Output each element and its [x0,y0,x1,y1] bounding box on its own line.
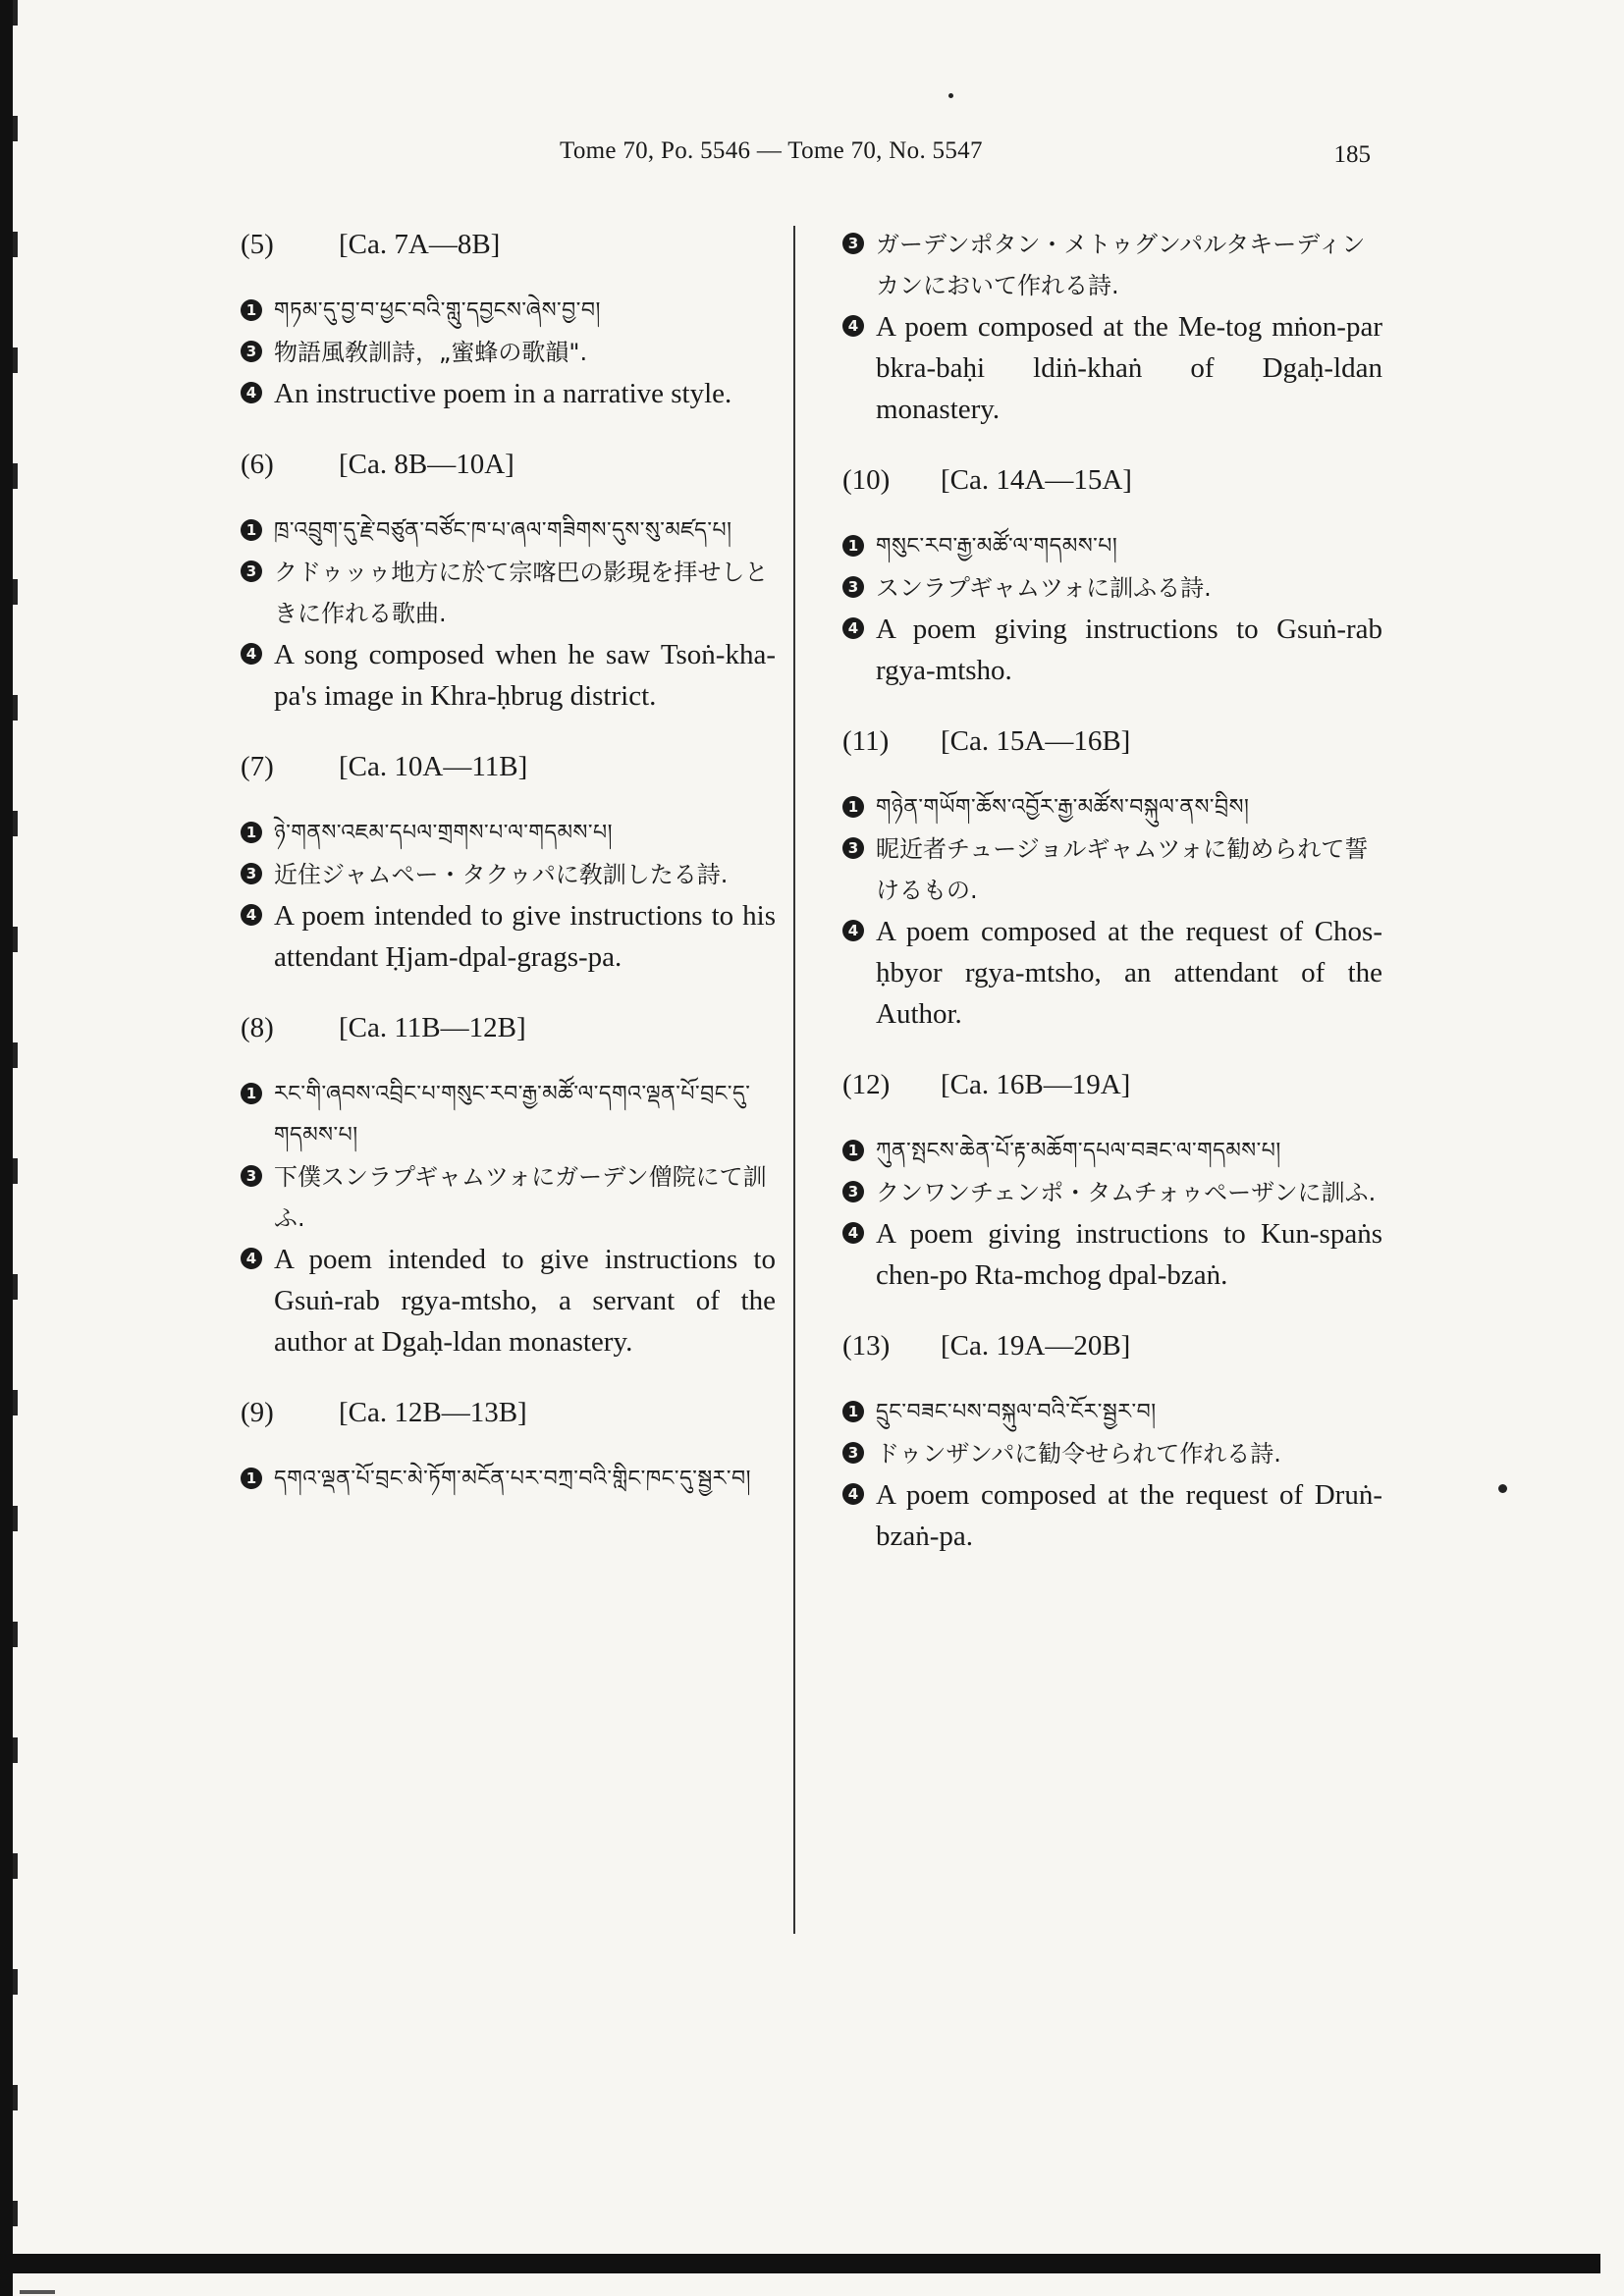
marker-1-icon: 1 [842,535,864,557]
tibetan-title: ཉེ་གནས་འཇམ་དཔལ་གྲགས་པ་ལ་གདམས་པ། [274,821,613,845]
marker-3-icon: 3 [241,1165,262,1187]
english-title: A poem composed at the Me-tog mṅon-par bkra-baḥi ldiṅ-khaṅ of Dgaḥ-ldan monastery. [876,311,1382,425]
marker-4-icon: 4 [241,643,262,665]
english-title: A poem composed at the request of Chos-ḥbyor rgya-mtsho, an attendant of the Author. [876,916,1382,1030]
entry-heading [241,1007,776,1048]
entry-heading [842,721,1382,762]
japanese-title: 物語風敎訓詩，„蜜蜂の歌韻". [274,339,588,366]
english-title: A poem intended to give instructions to Gsuṅ-rab rgya-mtsho, a servant of the author at Dgaḥ-ldan monastery. [274,1244,776,1358]
english-title-line [241,373,776,414]
japanese-title-line [842,828,1382,911]
japanese-title-line [241,854,776,895]
entry-heading [241,224,776,265]
english-title-line [241,895,776,978]
entry-heading [241,1392,776,1433]
marker-1-icon: 1 [842,796,864,818]
scan-bottom-border [0,2254,1600,2273]
english-title-line [842,609,1382,691]
folio-range: [Ca. 19A—20B] [941,1330,1131,1362]
folio-range: [Ca. 15A—16B] [941,725,1131,757]
entry-heading [842,1325,1382,1366]
tibetan-title-line [842,1392,1382,1433]
japanese-title: 下僕スンラプギャムツォにガーデン僧院にて訓ふ. [274,1163,767,1232]
marker-3-icon: 3 [241,341,262,362]
marker-3-icon: 3 [842,1442,864,1464]
tibetan-title: ཀུན་སྤངས་ཆེན་པོ་རྟ་མཆོག་དཔལ་བཟང་ལ་གདམས་པ། [876,1139,1281,1163]
entry-number: (13) [842,1330,891,1362]
tibetan-title: རང་གི་ཞབས་འབྲིང་པ་གསུང་རབ་རྒྱ་མཚོ་ལ་དགའ་ལྡན་པོ་བྲང་དུ་གདམས་པ། [274,1082,751,1148]
marker-1-icon: 1 [241,299,262,321]
page-number: 185 [1333,141,1371,168]
left-column [241,224,776,1500]
folio-range: [Ca. 12B—13B] [339,1397,527,1428]
marker-4-icon: 4 [842,315,864,337]
scan-mark [20,2290,55,2294]
scan-speck [948,93,953,98]
entry-heading [842,459,1382,501]
marker-3-icon: 3 [842,576,864,598]
japanese-title-line [842,1172,1382,1213]
english-title-line [241,1239,776,1362]
marker-4-icon: 4 [241,382,262,403]
entry-heading [241,444,776,485]
marker-1-icon: 1 [241,519,262,541]
english-title-line [842,306,1382,430]
entry-heading [241,746,776,787]
marker-3-icon: 3 [241,863,262,884]
japanese-title: スンラプギャムツォに訓ふる詩. [876,574,1212,602]
japanese-title: ガーデンポタン・メトゥグンパルタキーディンカンにおいて作れる詩. [876,231,1366,299]
japanese-title-line [842,224,1382,306]
marker-3-icon: 3 [842,233,864,254]
entry-number: (7) [241,751,274,782]
tibetan-title-line [241,813,776,854]
english-title: A poem composed at the request of Druṅ-bzaṅ-pa. [876,1479,1382,1552]
japanese-title: クンワンチェンポ・タムチォゥペーザンに訓ふ. [876,1179,1377,1206]
tibetan-title-line [241,1459,776,1500]
marker-3-icon: 3 [241,561,262,582]
scan-speck [1498,1484,1507,1493]
entry-heading [842,1064,1382,1105]
english-title: A song composed when he saw Tsoṅ-kha-pa's image in Khra-ḥbrug district. [274,639,776,712]
english-title-line [842,911,1382,1035]
tibetan-title-line [842,1131,1382,1172]
marker-1-icon: 1 [241,1468,262,1489]
japanese-title-line [842,1433,1382,1474]
japanese-title: 近住ジャムペー・タクゥパに敎訓したる詩. [274,861,729,888]
tibetan-title-line [241,1074,776,1156]
tibetan-title: གསུང་རབ་རྒྱ་མཚོ་ལ་གདམས་པ། [876,534,1118,559]
entry-number: (11) [842,725,890,757]
tibetan-title-line [842,787,1382,828]
marker-3-icon: 3 [842,1181,864,1202]
tibetan-title-line [241,291,776,332]
tibetan-title: གཏམ་དུ་བྱ་བ་ཕྱང་བའི་གླུ་དབྱངས་ཞེས་བྱ་བ། [274,298,601,323]
folio-range: [Ca. 16B—19A] [941,1069,1131,1100]
japanese-title: 昵近者チュージョルギャムツォに勧められて誓けるもの. [876,835,1369,904]
japanese-title-line [842,567,1382,609]
entry-number: (12) [842,1069,891,1100]
entry-number: (6) [241,449,274,480]
entry-number: (10) [842,464,891,496]
japanese-title: クドゥッゥ地方に於て宗喀巴の影現を拝せしときに作れる歌曲. [274,559,769,627]
japanese-title-line [241,332,776,373]
tibetan-title: དགའ་ལྡན་པོ་བྲང་མེ་ཏོག་མངོན་པར་བཀྲ་བའི་གླིང་ཁང་དུ་སྦྱར་བ། [274,1467,751,1491]
right-column [842,224,1382,1557]
folio-range: [Ca. 10A—11B] [339,751,528,782]
marker-4-icon: 4 [241,1248,262,1269]
marker-4-icon: 4 [842,617,864,639]
folio-range: [Ca. 7A—8B] [339,229,501,260]
scan-left-edge [0,0,13,2296]
marker-1-icon: 1 [241,1083,262,1104]
japanese-title: ドゥンザンパに勧令せられて作れる詩. [876,1440,1281,1468]
folio-range: [Ca. 8B—10A] [339,449,514,480]
english-title: An instructive poem in a narrative style. [274,378,732,409]
marker-4-icon: 4 [842,1222,864,1244]
tibetan-title: ཁྲ་འབྲུག་དུ་རྗེ་བཙུན་བཙོང་ཁ་པ་ཞལ་གཟིགས་དུས་སུ་མཛད་པ། [274,518,732,543]
marker-3-icon: 3 [842,837,864,859]
english-title: A poem giving instructions to Kun-spaṅs chen-po Rta-mchog dpal-bzaṅ. [876,1218,1382,1291]
marker-4-icon: 4 [842,1483,864,1505]
marker-1-icon: 1 [241,822,262,843]
english-title: A poem intended to give instructions to his attendant Ḥjam-dpal-grags-pa. [274,900,776,973]
japanese-title-line [241,1156,776,1239]
folio-range: [Ca. 14A—15A] [941,464,1132,496]
marker-4-icon: 4 [842,920,864,941]
english-title: A poem giving instructions to Gsuṅ-rab rgya-mtsho. [876,614,1382,686]
folio-range: [Ca. 11B—12B] [339,1012,526,1043]
english-title-line [241,634,776,717]
tibetan-title: གཉེན་གཡོག་ཆོས་འབྱོར་རྒྱ་མཚོས་བསྐུལ་ནས་བྲིས། [876,795,1250,820]
column-divider [793,226,795,1934]
entry-number: (8) [241,1012,274,1043]
tibetan-title-line [842,526,1382,567]
english-title-line [842,1474,1382,1557]
tibetan-title-line [241,510,776,552]
marker-1-icon: 1 [842,1140,864,1161]
japanese-title-line [241,552,776,634]
english-title-line [842,1213,1382,1296]
marker-1-icon: 1 [842,1401,864,1422]
entry-number: (9) [241,1397,274,1428]
running-title: Tome 70, Po. 5546 — Tome 70, No. 5547 [560,137,983,164]
tibetan-title: དྲུང་བཟང་པས་བསྐུལ་བའི་ངོར་སྦྱར་བ། [876,1400,1157,1424]
marker-4-icon: 4 [241,904,262,926]
entry-number: (5) [241,229,274,260]
